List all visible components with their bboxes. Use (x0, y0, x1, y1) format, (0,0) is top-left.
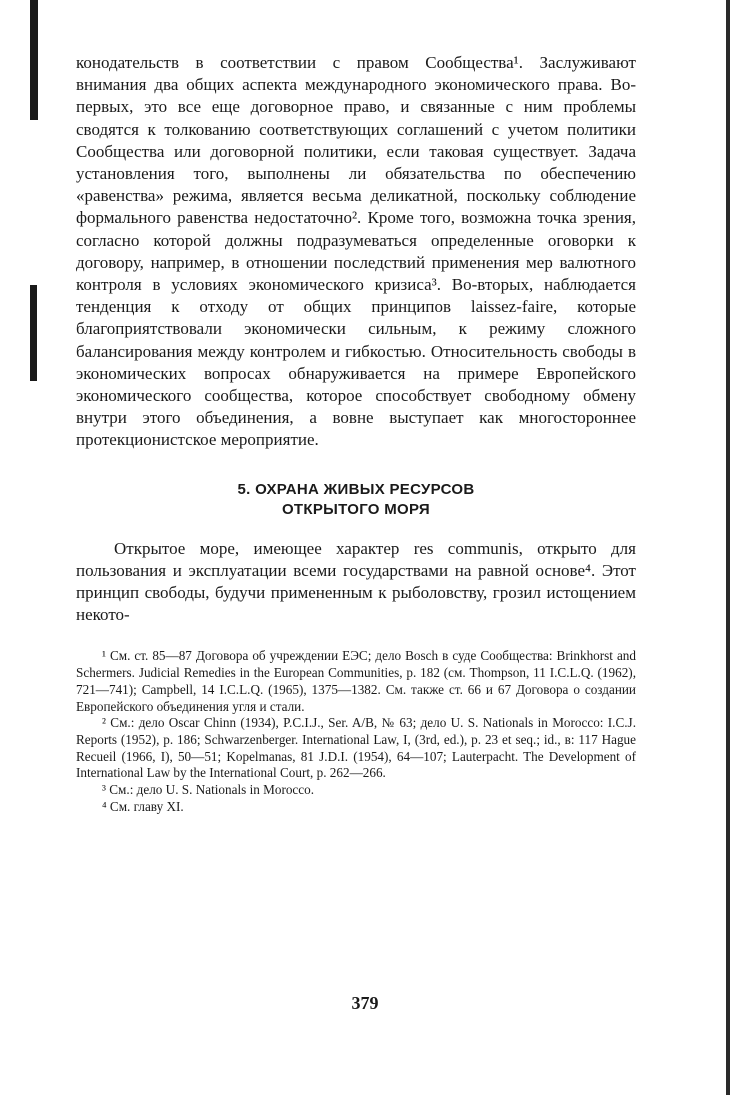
section-heading (76, 480, 636, 520)
heading-line-1: 5. ОХРАНА ЖИВЫХ РЕСУРСОВ (237, 480, 475, 498)
paragraph-2: Открытое море, имеющее характер res communis, открыто для пользования и эксплуатации всеми государствами на равной основе⁴. Этот принцип свободы, будучи примененным к рыболовству, грозил истощением некото- (76, 538, 636, 625)
footnote-2: ² См.: дело Oscar Chinn (1934), P.C.I.J., Ser. A/B, № 63; дело U. S. Nationals in Morocco: I.C.J. Reports (1952), p. 186; Schwarzenberger. International Law, I, (3rd, ed.), p. 23 et seq.; id., в: 117 Hague Recueil (1966, I), 50—51; Kopelmanas, 81 J.D.I. (1954), 64—107; Lauterpacht. The Development of International Law by the International Court, p. 262—266. (76, 715, 636, 781)
footnotes (76, 648, 636, 815)
scan-edge-mark-middle (30, 285, 37, 381)
paragraph-1: конодательств в соответствии с правом Сообщества¹. Заслуживают внимания два общих аспекта международного экономического права. Во-первых, это все еще договорное право, и связанные с ним проблемы сводятся к толкованию соответствующих соглашений с учетом политики Сообщества или договорной политики, если таковая существует. Задача установления того, выполнены ли обязательства по обеспечению «равенства» режима, является весьма деликатной, поскольку соблюдение формального равенства недостаточно². Кроме того, возможна точка зрения, согласно которой должны подразумеваться определенные оговорки к договору, например, в отношении последствий применения мер валютного контроля в условиях экономического кризиса³. Во-вторых, наблюдается тенденция к отходу от общих принципов laissez-faire, которые благоприятствовали экономически сильным, к режиму сложного балансирования между контролем и гибкостью. Относительность свободы в экономических вопросах обнаруживается на примере Европейского экономического сообщества, которое способствует свободному обмену внутри этого объединения, а вовне выступает как многостороннее протекционистское мероприятие. (76, 53, 636, 450)
footnote-4: ⁴ См. главу XI. (102, 798, 184, 814)
page-content (76, 52, 636, 816)
page-number: 379 (351, 993, 379, 1013)
footnote-1: ¹ См. ст. 85—87 Договора об учреждении ЕЭС; дело Bosch в суде Сообщества: Brinkhorst and Schermers. Judicial Remedies in the European Communities, p. 182 (см. Thompson, 11 I.C.L.Q. (1962), 721—741); Campbell, 14 I.C.L.Q. (1965), 1375—1382. См. также ст. 66 и 67 Договора о создании Европейского объединения угля и стали. (76, 648, 636, 714)
heading-line-2: ОТКРЫТОГО МОРЯ (281, 500, 431, 518)
scan-edge-mark-top (30, 0, 38, 120)
scan-edge-mark-right (726, 0, 730, 1095)
footnote-3: ³ См.: дело U. S. Nationals in Morocco. (102, 782, 315, 798)
main-text (76, 52, 636, 626)
